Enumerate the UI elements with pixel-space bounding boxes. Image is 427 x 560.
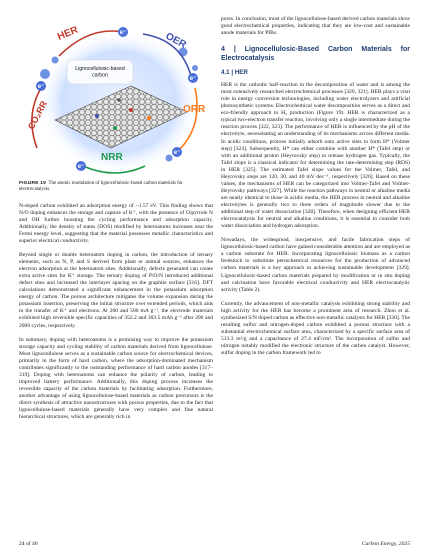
left-paragraph-1: N-doped carbon exhibited an adsorption energy of −1.57 eV. This finding shows that N/O doping enhances the storage and capture of K⁺, with the presence of O/pyrrole N and OH further boosting the cycling performance and adsorption capacity. Additionally, the density of states (DOS) modified by heteroatoms increases near the Fermi energy level, suggesting that the material possesses metallic characteristics and superior electrical conductivity. bbox=[19, 202, 213, 244]
center-label-box bbox=[67, 60, 133, 84]
oer-label: OER bbox=[163, 30, 188, 51]
electron-marker-1: e⁻ bbox=[119, 30, 127, 36]
her-label: HER bbox=[56, 24, 80, 43]
subsection-heading: 4.1 | HER bbox=[221, 69, 248, 77]
right-paragraph-3: Nowadays, the widespread, inexpensive, and facile fabrication steps of lignocellulosic-based carbon have gained considerable attention and are employed as a carbon substrate for HER. Incorporating lignocellulosic biomass as a carbon feedstock to substitute petrochemical resources for the production of advanced carbon materials is a key approach to achieving sustainable development [329]. Lignocellulosic-based carbon materials prepared by modification or in situ doping and calcination have favorable electrical conductivity and HER electrocatalytic activity (Table 2). bbox=[221, 237, 410, 293]
right-paragraph-1: pores. In conclusion, most of the lignocellulose-based derived carbon materials show good electrochemical properties, indicating that they are low-cost and sustainable anode materials for PIBs. bbox=[221, 16, 410, 37]
left-paragraph-3: In summary, doping with heteroatoms is a promising way to improve the potassium storage capacity and cycling stability of carbon materials derived from lignocellulose. Most lignocellulose serves as a sustainable carbon source for electrochemical devices, primarily in the form of hard carbon, where the adsorption-dominated mechanism contributes significantly to the outstanding performance of hard carbon anodes [317–319]. Doping with heteroatoms can enhance the polarity of carbon, leading to improved battery performance. Additionally, this doping process increases the reversible capacity of the carbon materials by facilitating adsorption. Furthermore, another advantage of using lignocellulose-based materials as carbon precursors is the direct synthesis of attractive nanostructures with porous properties, due to the fact that lignocellulose-based materials generally have very complex and fine natural hierarchical structures, which are generally rich in bbox=[19, 336, 213, 421]
figure-caption bbox=[19, 181, 213, 194]
co2rr-label: CO₂RR bbox=[25, 99, 50, 131]
electron-marker-2: e⁻ bbox=[189, 76, 197, 82]
center-label: Lignocellulosic-based carbon bbox=[75, 66, 125, 79]
electron-marker-5: e⁻ bbox=[37, 84, 45, 90]
left-column bbox=[19, 16, 213, 421]
right-column bbox=[221, 16, 410, 357]
electron-marker-4: e⁻ bbox=[77, 164, 85, 170]
nrr-label: NRR bbox=[101, 152, 123, 163]
section-title: Lignocellulosic-Based Carbon Materials for Electrocatalysis bbox=[221, 46, 410, 62]
subsection-title: HER bbox=[234, 69, 248, 77]
figure-19-illustration bbox=[19, 16, 213, 181]
figure-19 bbox=[19, 16, 213, 181]
section-heading: 4 | Lignocellulosic-Based Carbon Materials for Electrocatalysis bbox=[221, 46, 410, 62]
right-paragraph-2: HER is the cathodic half-reaction in the decomposition of water and is among the most extensively researched electrochemical processes [320, 321]. HER plays a vital role in energy conversion technologies, including water electrolyzers and artificial photosynthetic systems. Electrochemical water decomposition serves as a direct and eco-friendly approach to H₂ production (Figure 19). HER is characterized as a typical two-electron transfer reaction, involving only a single intermediate during the reaction process [322, 323]. The performance of HER is influenced by the pH of the electrolyte, necessitating an understanding of its mechanisms across different media. In acidic conditions, protons initially adsorb onto active sites to form H* (Volmer step) [324]. Subsequently, H* can either combine with another H* (Tafel step) or with an additional proton (Heyrovsky step) to release hydrogen gas. Typically, the Tafel slope is a classical indicator for determining the rate-determining step (RDS) in HER [325]. The estimated Tafel slope values for the Volmer, Tafel, and Heyrovsky steps are 120, 30, and 40 mV dec⁻¹, respectively [326]. Based on these values, the mechanisms of HER can be categorized into Volmer-Tafel and Volmer-Heyrovsky pathways [327]. While the reaction pathways in neutral or alkaline media are nearly identical to those in acidic media, the HER process in neutral and alkaline electrolytes is generally two to three orders of magnitude slower due to the additional step of water dissociation [328]. Therefore, when designing efficient HER electrocatalysts for neutral and alkaline conditions, it is essential to consider both water dissociation and hydrogen adsorption. bbox=[221, 82, 410, 230]
left-paragraph-2: Beyond single or double heteroatom doping in carbon, the introduction of ternary elements, such as N, P, and S derived from plant or animal sources, enhances the electron adsorption at the heteroatom sites. Additionally, defects generated can create extra active sites for K⁺ storage. The ternary doping of P/O/N introduced additional defect sites and increased the interlayer spacing on the graphite surface [316]. DFT calculations demonstrated a significant enhancement in the potassium adsorption energy of carbon. The porous architecture mitigates the volume expansion during the potassium insertion, preserving the initial structure over extended periods, which aids in the transfer of K⁺ and electrons. At 200 and 500 mA g⁻¹, the electrode materials exhibited high reversible specific capacities of 352.2 and 303.5 mAh g⁻¹ after 200 and 2000 cycles, respectively. bbox=[19, 252, 213, 329]
section-number: 4 bbox=[221, 46, 225, 54]
journal-name: Carbon Energy, 2025 bbox=[361, 541, 410, 547]
electron-marker-3: e⁻ bbox=[173, 150, 181, 156]
figure-caption-text: The atomic modulation of lignocellulosic-based carbon materials for electrocatalysis. bbox=[19, 181, 183, 193]
orr-label: ORR bbox=[183, 104, 206, 115]
page-number: 24 of 46 bbox=[19, 541, 38, 547]
figure-caption-label: FIGURE 19 bbox=[19, 181, 47, 186]
right-paragraph-4: Currently, the advancement of non-metallic catalysts exhibiting strong stability and high activity for the HER has become a prominent area of research. Zhou et al. synthesized S/N doped carbon as effective non-metallic catalysts for HER [330]. The resulting sulfur and nitrogen-doped carbon exhibited a porous structure with a substantial electrochemical surface area, characterized by a specific surface area of 513.3 m²/g and a capacitance of 27.4 mF/cm². The incorporation of sulfur and nitrogen notably modified the electronic structure of the carbon catalyst. However, sulfur doping in the carbon framework led to bbox=[221, 300, 410, 357]
subsection-number: 4.1 bbox=[221, 69, 230, 77]
